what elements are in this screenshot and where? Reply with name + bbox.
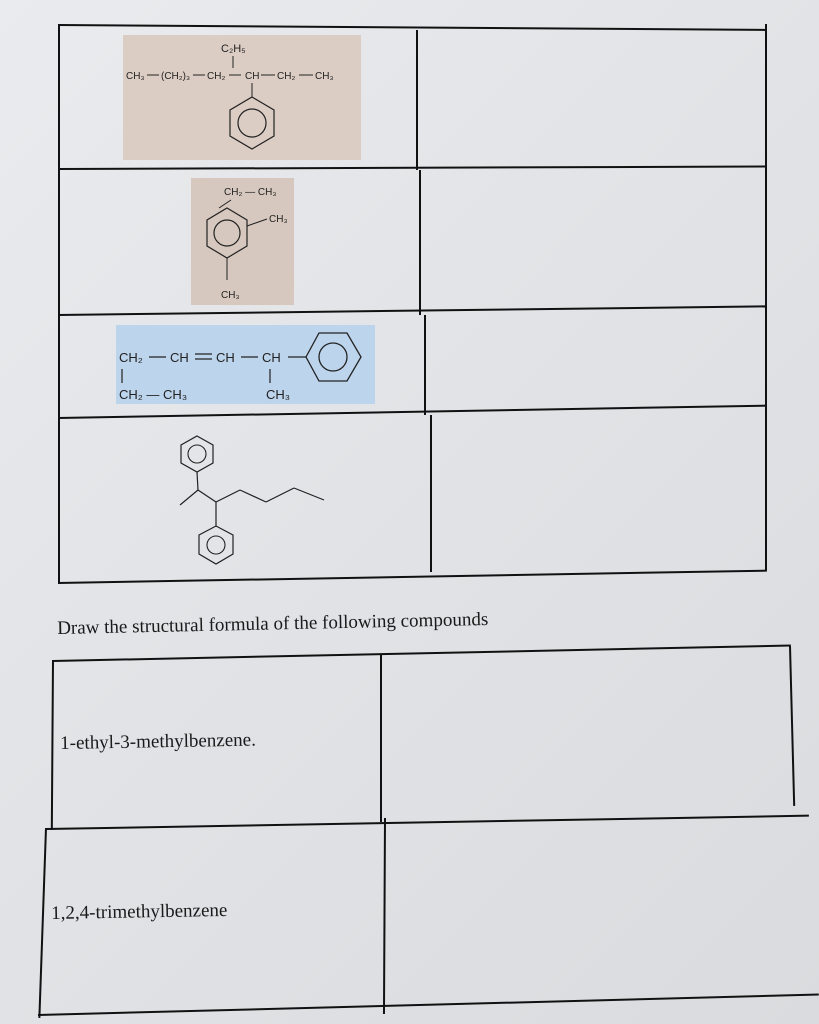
bottom-table-border-left bbox=[51, 660, 54, 830]
structure-3 bbox=[116, 325, 375, 404]
svg-text:CH: CH bbox=[170, 350, 189, 365]
instructions-heading: Draw the structural formula of the following compounds bbox=[57, 608, 489, 639]
svg-text:CH₂: CH₂ bbox=[207, 71, 226, 82]
svg-text:CH₃: CH₃ bbox=[221, 290, 240, 301]
structure-2 bbox=[191, 178, 294, 305]
svg-text:CH₂: CH₂ bbox=[277, 71, 296, 82]
compound-name-1: 1-ethyl-3-methylbenzene. bbox=[60, 729, 257, 754]
bottom-table-divider bbox=[383, 818, 386, 1014]
svg-text:CH₃: CH₃ bbox=[315, 71, 334, 82]
top-table-divider bbox=[424, 315, 426, 415]
svg-text:(CH₂)₃: (CH₂)₃ bbox=[161, 71, 191, 82]
bottom-table-border-bottom bbox=[38, 994, 819, 1016]
svg-text:CH: CH bbox=[216, 350, 235, 365]
svg-text:CH₃: CH₃ bbox=[266, 387, 291, 402]
top-table-border-bottom bbox=[58, 570, 767, 584]
top-table-border-left bbox=[58, 24, 60, 584]
svg-text:CH₂ — CH₃: CH₂ — CH₃ bbox=[119, 387, 188, 402]
bottom-table-row-line bbox=[46, 815, 809, 830]
bottom-table-border-left bbox=[38, 828, 47, 1018]
structure-1 bbox=[123, 35, 361, 160]
compound-name-2: 1,2,4-trimethylbenzene bbox=[51, 899, 228, 924]
svg-text:CH₃: CH₃ bbox=[126, 71, 145, 82]
top-table-border-right bbox=[765, 24, 767, 570]
top-table-divider bbox=[416, 30, 418, 170]
top-table-row-line bbox=[58, 166, 767, 170]
svg-text:CH₃: CH₃ bbox=[269, 214, 288, 225]
svg-text:CH₂ — CH₃: CH₂ — CH₃ bbox=[224, 187, 277, 198]
bottom-table-border-right bbox=[789, 646, 795, 806]
top-table-row-line bbox=[58, 405, 767, 419]
top-table-border-top bbox=[58, 24, 767, 31]
top-table-divider bbox=[430, 415, 432, 572]
svg-text:CH₂: CH₂ bbox=[119, 350, 143, 365]
structure-4 bbox=[176, 430, 326, 575]
top-table-row-line bbox=[58, 305, 767, 316]
svg-text:CH: CH bbox=[262, 350, 281, 365]
substituent-label: C₂H₅ bbox=[221, 43, 246, 55]
svg-text:CH: CH bbox=[245, 71, 260, 82]
bottom-table-border-top bbox=[53, 645, 791, 662]
top-table-divider bbox=[419, 170, 421, 315]
bottom-table-divider bbox=[380, 654, 382, 822]
